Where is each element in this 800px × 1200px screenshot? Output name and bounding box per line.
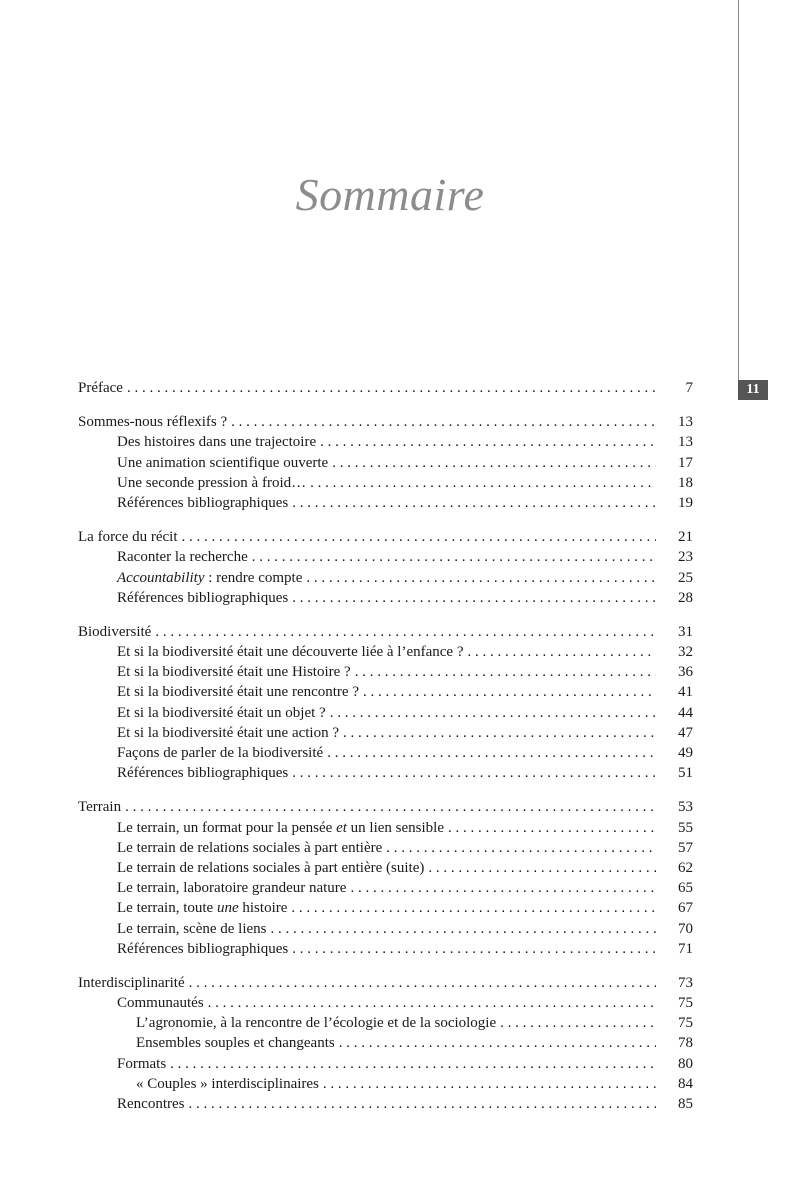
toc-entry-title-segment: Et si la biodiversité était un objet ? bbox=[117, 704, 326, 721]
toc-page-number: 47 bbox=[678, 724, 693, 741]
toc-dot-leader bbox=[320, 432, 656, 452]
toc-entry-title-segment: Le terrain de relations sociales à part entière (suite) bbox=[117, 859, 425, 876]
toc-dot-leader bbox=[127, 378, 656, 398]
toc-entry-title bbox=[78, 378, 123, 398]
toc-entry-title bbox=[117, 642, 464, 662]
toc-dot-leader bbox=[208, 993, 656, 1013]
toc-page-number: 65 bbox=[678, 880, 693, 897]
toc-dot-leader bbox=[332, 453, 656, 473]
toc-section-entry bbox=[78, 568, 693, 588]
toc-dot-leader bbox=[182, 527, 656, 547]
toc-entry-title-segment: Références bibliographiques bbox=[117, 765, 289, 782]
toc-section-entry bbox=[78, 703, 693, 723]
toc-dot-leader bbox=[428, 858, 656, 878]
toc-entry-title bbox=[117, 493, 288, 513]
toc-entry-title-segment: Ensembles souples et changeants bbox=[136, 1035, 335, 1052]
toc-dot-leader bbox=[292, 763, 656, 783]
toc-section-entry bbox=[78, 473, 693, 493]
toc-entry-title bbox=[136, 1074, 319, 1094]
toc-page-number: 53 bbox=[678, 799, 693, 816]
toc-dot-leader bbox=[306, 568, 656, 588]
toc-page-number: 62 bbox=[678, 859, 693, 876]
toc-section-entry bbox=[78, 588, 693, 608]
toc-dot-leader bbox=[350, 878, 656, 898]
toc-dot-leader bbox=[125, 797, 656, 817]
toc-section-entry bbox=[78, 493, 693, 513]
toc-section-entry bbox=[78, 818, 693, 838]
toc-dot-leader bbox=[292, 493, 656, 513]
toc-section-entry bbox=[78, 898, 693, 918]
toc-entry-title-segment: « Couples » interdisciplinaires bbox=[136, 1075, 319, 1092]
toc-dot-leader bbox=[310, 473, 656, 493]
toc-dot-leader bbox=[386, 838, 656, 858]
toc-entry-title-segment: Une seconde pression à froid… bbox=[117, 474, 307, 491]
toc-page-number: 28 bbox=[678, 589, 693, 606]
toc-page-number: 80 bbox=[678, 1055, 693, 1072]
toc-section-entry bbox=[78, 642, 693, 662]
toc-section-entry bbox=[78, 1074, 693, 1094]
toc-entry-title-segment: Références bibliographiques bbox=[117, 940, 289, 957]
toc-entry-title bbox=[117, 878, 346, 898]
toc-dot-leader bbox=[448, 818, 656, 838]
toc-entry-title-segment: Raconter la recherche bbox=[117, 549, 248, 566]
toc-page-number: 70 bbox=[678, 920, 693, 937]
toc-section-entry bbox=[78, 763, 693, 783]
toc-page-number: 51 bbox=[678, 765, 693, 782]
toc-section-entry bbox=[78, 432, 693, 452]
toc-section-entry bbox=[78, 919, 693, 939]
toc-entry-title bbox=[117, 703, 326, 723]
toc-entry-title-segment: Le terrain de relations sociales à part entière bbox=[117, 839, 383, 856]
toc-entry-title-segment: un lien sensible bbox=[346, 819, 444, 836]
toc-entry-title bbox=[117, 1054, 166, 1074]
toc-page-number: 55 bbox=[678, 819, 693, 836]
toc-dot-leader bbox=[188, 1094, 656, 1114]
toc-dot-leader bbox=[343, 723, 656, 743]
toc-page-number: 13 bbox=[678, 414, 693, 431]
toc-entry-title bbox=[117, 818, 444, 838]
toc-entry-title bbox=[78, 622, 151, 642]
toc-page-number: 23 bbox=[678, 549, 693, 566]
toc-chapter-entry bbox=[78, 797, 693, 817]
toc-entry-title bbox=[117, 838, 382, 858]
toc-entry-title-segment: Le terrain, un format pour la pensée bbox=[117, 819, 337, 836]
toc-dot-leader bbox=[339, 1033, 656, 1053]
toc-entry-title bbox=[78, 412, 227, 432]
toc-entry-title-segment: La force du récit bbox=[78, 529, 178, 546]
toc-section-entry bbox=[78, 723, 693, 743]
toc-entry-title bbox=[117, 568, 302, 588]
toc-entry-title-segment: Et si la biodiversité était une action ? bbox=[117, 724, 340, 741]
toc-page-number: 41 bbox=[678, 684, 693, 701]
toc-entry-title-segment: Terrain bbox=[78, 799, 122, 816]
toc-page-number: 17 bbox=[678, 454, 693, 471]
toc-entry-title bbox=[78, 797, 121, 817]
toc-entry-title-segment: Et si la biodiversité était une rencontre ? bbox=[117, 684, 359, 701]
toc-entry-title bbox=[117, 993, 204, 1013]
toc-section-entry bbox=[78, 662, 693, 682]
toc-dot-leader bbox=[170, 1054, 656, 1074]
toc-entry-title bbox=[78, 973, 185, 993]
toc-entry-title-segment: : rendre compte bbox=[204, 569, 303, 586]
toc-entry-title-segment: Et si la biodiversité était une Histoire ? bbox=[117, 664, 351, 681]
toc-entry-title bbox=[117, 919, 267, 939]
toc-page-number: 49 bbox=[678, 745, 693, 761]
toc-page-number: 19 bbox=[678, 494, 693, 511]
toc-section-entry bbox=[78, 1094, 693, 1114]
table-of-contents bbox=[78, 378, 693, 1114]
toc-page-number: 21 bbox=[678, 529, 693, 546]
toc-page-number: 32 bbox=[678, 644, 693, 661]
toc-dot-leader bbox=[252, 547, 656, 567]
toc-entry-title-segment: Le terrain, scène de liens bbox=[117, 920, 267, 937]
toc-page-number: 57 bbox=[678, 839, 693, 856]
toc-chapter-entry bbox=[78, 412, 693, 432]
toc-page-number: 71 bbox=[678, 940, 693, 957]
toc-entry-title bbox=[117, 473, 306, 493]
toc-entry-title bbox=[117, 588, 288, 608]
toc-entry-title-segment: Préface bbox=[78, 380, 123, 396]
toc-entry-title-segment: histoire bbox=[238, 900, 288, 917]
toc-page-number: 75 bbox=[678, 995, 693, 1012]
toc-section-entry bbox=[78, 838, 693, 858]
toc-section-entry bbox=[78, 878, 693, 898]
toc-dot-leader bbox=[323, 1074, 656, 1094]
toc-entry-title bbox=[117, 432, 316, 452]
toc-chapter-entry bbox=[78, 973, 693, 993]
toc-section-entry bbox=[78, 453, 693, 473]
toc-page-number: 36 bbox=[678, 664, 693, 681]
toc-entry-title bbox=[117, 763, 288, 783]
toc-entry-title bbox=[117, 858, 424, 878]
toc-section-entry bbox=[78, 1013, 693, 1033]
toc-section-entry bbox=[78, 939, 693, 959]
toc-dot-leader bbox=[500, 1013, 656, 1033]
page-number-tab: 11 bbox=[738, 380, 768, 400]
toc-entry-title bbox=[117, 1094, 184, 1114]
toc-dot-leader bbox=[330, 703, 656, 723]
toc-entry-title-segment: Façons de parler de la biodiversité bbox=[117, 745, 324, 761]
toc-entry-title bbox=[117, 547, 248, 567]
toc-page-number: 25 bbox=[678, 569, 693, 586]
toc-entry-title-segment: Une animation scientifique ouverte bbox=[117, 454, 329, 471]
toc-dot-leader bbox=[291, 898, 656, 918]
toc-dot-leader bbox=[327, 743, 656, 763]
toc-page-number: 44 bbox=[678, 704, 693, 721]
toc-page-number: 31 bbox=[678, 623, 693, 640]
toc-dot-leader bbox=[271, 919, 656, 939]
toc-entry-title-segment: L’agronomie, à la rencontre de l’écologie et de la sociologie bbox=[136, 1015, 497, 1032]
toc-entry-title bbox=[78, 527, 178, 547]
toc-section-entry bbox=[78, 858, 693, 878]
toc-dot-leader bbox=[363, 682, 656, 702]
page-title: Sommaire bbox=[295, 169, 485, 220]
toc-entry-title bbox=[117, 723, 339, 743]
toc-section-entry bbox=[78, 743, 693, 763]
toc-section-entry bbox=[78, 1033, 693, 1053]
toc-entry-title-segment: Références bibliographiques bbox=[117, 589, 289, 606]
toc-page-number: 75 bbox=[678, 1015, 693, 1032]
toc-entry-title bbox=[117, 682, 359, 702]
toc-entry-title bbox=[117, 453, 328, 473]
toc-entry-title-segment: Références bibliographiques bbox=[117, 494, 289, 511]
toc-dot-leader bbox=[355, 662, 656, 682]
toc-section-entry bbox=[78, 682, 693, 702]
toc-entry-title bbox=[117, 662, 351, 682]
toc-entry-title bbox=[136, 1013, 496, 1033]
toc-section-entry bbox=[78, 1054, 693, 1074]
toc-page-number: 18 bbox=[678, 474, 693, 491]
toc-dot-leader bbox=[468, 642, 656, 662]
toc-section-entry bbox=[78, 547, 693, 567]
toc-entry-title-segment: Des histoires dans une trajectoire bbox=[117, 434, 317, 451]
toc-section-entry bbox=[78, 993, 693, 1013]
toc-page-number: 85 bbox=[678, 1096, 693, 1112]
toc-entry-title-segment: et bbox=[336, 819, 347, 836]
toc-entry-title bbox=[117, 898, 287, 918]
toc-dot-leader bbox=[292, 588, 656, 608]
toc-dot-leader bbox=[189, 973, 656, 993]
toc-chapter-entry bbox=[78, 378, 693, 398]
toc-entry-title bbox=[136, 1033, 335, 1053]
toc-entry-title-segment: Sommes-nous réflexifs ? bbox=[78, 414, 228, 431]
toc-dot-leader bbox=[155, 622, 656, 642]
toc-page-number: 13 bbox=[678, 434, 693, 451]
toc-entry-title bbox=[117, 939, 288, 959]
toc-entry-title-segment: Accountability bbox=[117, 569, 205, 586]
toc-dot-leader bbox=[292, 939, 656, 959]
toc-dot-leader bbox=[231, 412, 656, 432]
toc-entry-title-segment: Le terrain, toute bbox=[117, 900, 217, 917]
toc-chapter-entry bbox=[78, 527, 693, 547]
toc-entry-title-segment: Interdisciplinarité bbox=[78, 974, 185, 991]
toc-entry-title-segment: Rencontres bbox=[117, 1096, 185, 1112]
toc-entry-title-segment: Le terrain, laboratoire grandeur nature bbox=[117, 880, 347, 897]
toc-entry-title-segment: Et si la biodiversité était une découverte liée à l’enfance ? bbox=[117, 644, 464, 661]
toc-entry-title-segment: Biodiversité bbox=[78, 623, 152, 640]
toc-entry-title-segment: une bbox=[216, 900, 239, 917]
toc-page-number: 78 bbox=[678, 1035, 693, 1052]
toc-entry-title-segment: Communautés bbox=[117, 995, 204, 1012]
toc-page-number: 67 bbox=[678, 900, 693, 917]
toc-page-number: 73 bbox=[678, 974, 693, 991]
toc-entry-title-segment: Formats bbox=[117, 1055, 167, 1072]
toc-entry-title bbox=[117, 743, 323, 763]
toc-page-number: 84 bbox=[678, 1075, 693, 1092]
toc-page-number: 7 bbox=[685, 380, 693, 396]
toc-chapter-entry bbox=[78, 622, 693, 642]
